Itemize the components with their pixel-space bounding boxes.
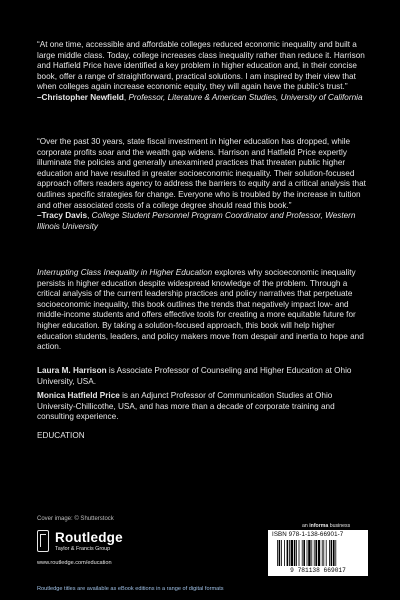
barcode-stripe <box>322 540 323 566</box>
barcode-stripe <box>303 540 305 566</box>
barcode-stripe <box>335 540 336 566</box>
quote-2-role: College Student Personnel Program Coordinator and Professor, Western Illinois University <box>37 211 356 231</box>
barcode-stripe <box>315 540 317 566</box>
author-1-text: is Associate Professor of Counseling and Higher Education at Ohio University, USA. <box>37 366 352 386</box>
barcode-stripe <box>296 540 297 566</box>
barcode-stripe <box>307 540 308 566</box>
quote-2-text: “Over the past 30 years, state fiscal investment in higher education has dropped, while corporate profits soar and the wealth gap widens. Harrison and Hatfield Price expertly illuminate the policies and generally unexamined practices that threaten public higher education and have resulted in greater socioeconomic inequality. Their solution-focused approach offers readers agency to address the barriers to equity and a critical analysis that outlines specific strategies for change. Everyone who is troubled by the increase in tuition and other associated costs of a college degree should read this book.” <box>37 137 366 210</box>
description-text: explores why socioeconomic inequality persists in higher education despite widespread knowledge of the problem. Through a critical analysis of the current leadership practices and policy narratives that perpetuate socioeconomic inequality, this book outlines the trends that negatively impact low- and middle-income students and offers effective tools for creating a more equitable future for higher education. By taking a solution-focused approach, this book will help higher education students, leaders, and policy makers move from despair and inertia to hope and action. <box>37 268 364 352</box>
barcode-stripe <box>311 540 312 566</box>
author-bio-1 <box>37 366 372 387</box>
barcode-digits: 9 781138 669017 <box>290 567 346 574</box>
endorsement-quote-1: “At one time, accessible and affordable colleges reduced economic inequality and built a large middle class. Today, college increases class inequality rather than reduce it. Harrison and Hatfield Price have identified a key problem in higher education and, in their concise book, offer a range of straightforward, practical solutions. I am inspired by their view that when colleges again increase economic equity, they will again have the public’s trust.” –Christopher Newfield, Professor, Literature & American Studies, University of California <box>37 40 365 102</box>
informa-business-tag <box>302 523 350 529</box>
barcode-icon <box>277 540 361 566</box>
barcode-stripe <box>289 540 290 566</box>
barcode-stripe <box>284 540 285 566</box>
quote-1-author: –Christopher Newfield <box>37 92 124 102</box>
book-description <box>37 268 372 353</box>
quote-1-role: Professor, Literature & American Studies, University of California <box>128 92 363 102</box>
barcode-stripe <box>277 540 278 566</box>
author-2-name: Monica Hatfield Price <box>37 391 120 400</box>
cover-image-credit: Cover image: © Shutterstock <box>37 516 114 522</box>
book-title: Interrupting Class Inequality in Higher Education <box>37 268 213 277</box>
barcode-stripe <box>329 540 330 566</box>
barcode-stripe <box>291 540 293 566</box>
subject-category: EDUCATION <box>37 431 85 440</box>
barcode-stripe <box>281 540 282 566</box>
barcode-stripe <box>299 540 300 566</box>
publisher-logo <box>37 528 217 578</box>
endorsement-quote-2: “Over the past 30 years, state fiscal investment in higher education has dropped, while corporate profits soar and the wealth gap widens. Harrison and Hatfield Price expertly illuminate the policies and generally unexamined practices that threaten public higher education and have resulted in greater socioeconomic inequality. Their solution-focused approach offers readers agency to address the barriers to equity and a critical analysis that outlines specific strategies for change. Everyone who is troubled by the increase in tuition and other associated costs of a college degree should read this book.” –Tracy Davis, College Student Personnel Program Coordinator and Professor, Western Illinois University <box>37 137 366 231</box>
author-bio-2 <box>37 391 372 423</box>
author-1-name: Laura M. Harrison <box>37 366 107 375</box>
barcode-stripe <box>314 540 315 566</box>
publisher-name: Routledge <box>55 530 123 545</box>
barcode-stripe <box>333 540 335 566</box>
ebook-availability-note: Routledge titles are available as eBook editions in a range of digital formats <box>37 586 224 592</box>
barcode-stripe <box>308 540 310 566</box>
informa-suffix: business <box>328 523 351 529</box>
quote-1-text: “At one time, accessible and affordable colleges reduced economic inequality and built a large middle class. Today, college increases class inequality rather than reduce it. Harrison and Hatfield Price have identified a key problem in higher education and, in their concise book, offer a range of straightforward, practical solutions. I am inspired by their view that when colleges again increase economic equity, they will again have the public’s trust.” <box>37 40 365 92</box>
barcode-stripe <box>287 540 289 566</box>
publisher-website: www.routledge.com/education <box>37 560 112 566</box>
publisher-group: Taylor & Francis Group <box>55 546 111 552</box>
barcode-stripe <box>318 540 320 566</box>
isbn-label: ISBN 978-1-138-66901-7 <box>272 531 344 538</box>
barcode-stripe <box>331 540 333 566</box>
barcode-stripe <box>294 540 296 566</box>
informa-brand: informa <box>309 523 329 529</box>
author-2-text: is an Adjunct Professor of Communication Studies at Ohio University-Chillicothe, USA, and has more than a decade of corporate training and consulting experience. <box>37 391 335 422</box>
barcode-stripe <box>279 540 281 566</box>
barcode-stripe <box>302 540 303 566</box>
barcode-stripe <box>323 540 324 566</box>
routledge-r-icon <box>37 530 49 552</box>
quote-2-author: –Tracy Davis <box>37 211 88 221</box>
informa-prefix: an <box>302 523 310 529</box>
barcode-stripe <box>326 540 327 566</box>
